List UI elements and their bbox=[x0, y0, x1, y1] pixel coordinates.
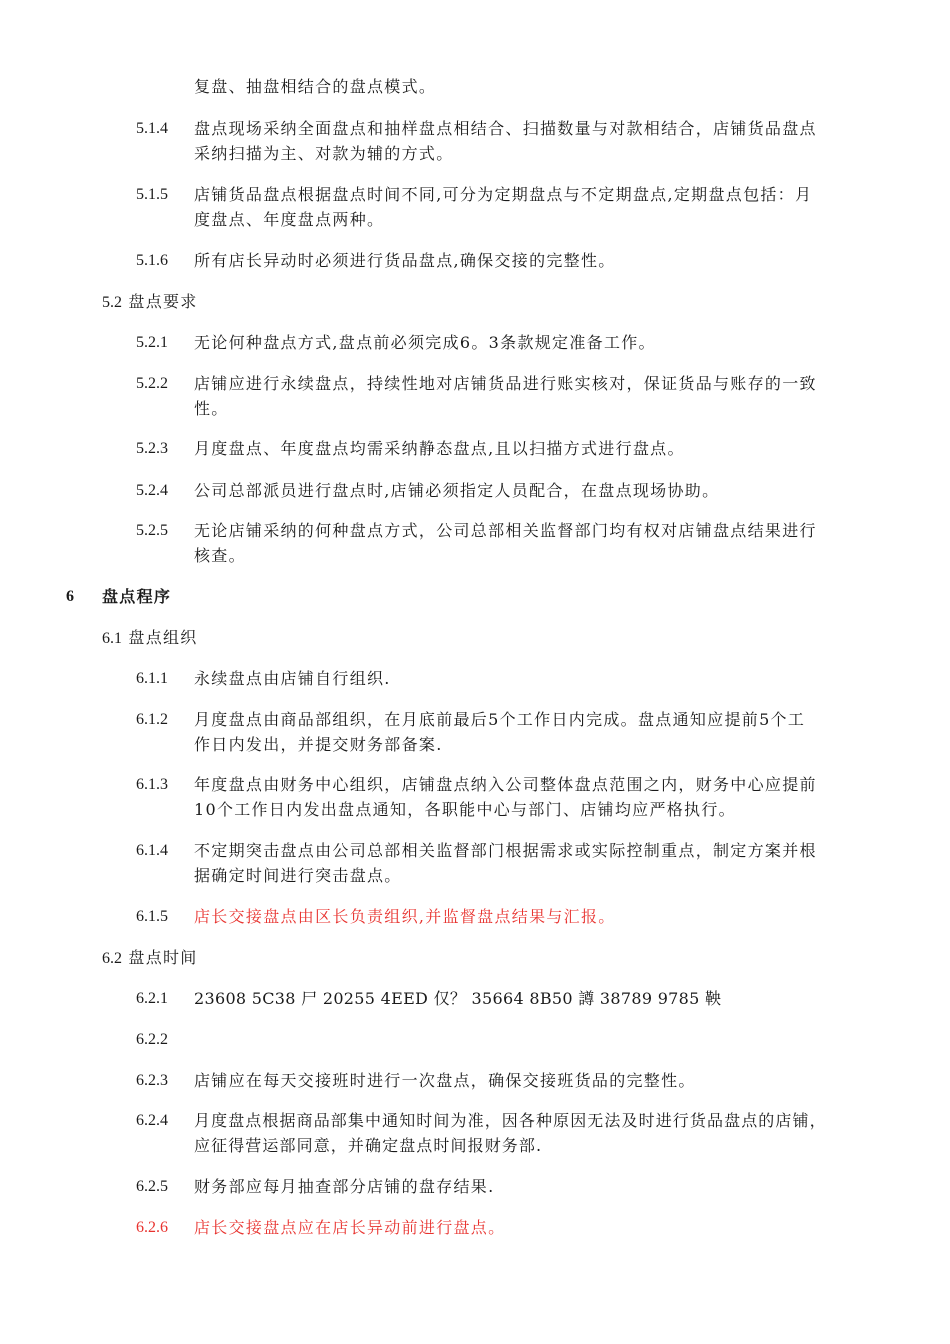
clause-number: 5.2.4 bbox=[136, 482, 168, 499]
clause-number: 5.2.5 bbox=[136, 522, 168, 539]
clause-text: 无论店铺采纳的何种盘点方式，公司总部相关监督部门均有权对店铺盘点结果进行 核查。 bbox=[194, 521, 817, 565]
clause-text: 23608 5C38 尸 20255 4EED 仅？ 35664 8B50 譐 38789 9785 鞅 bbox=[194, 989, 722, 1008]
section-title: 盘点程序 bbox=[102, 587, 172, 606]
subsection-title: 盘点要求 bbox=[128, 292, 198, 311]
clause-number: 6.2.5 bbox=[136, 1178, 168, 1195]
subsection-heading bbox=[102, 289, 198, 315]
clause-number: 6.1.2 bbox=[136, 711, 168, 728]
subsection-heading bbox=[102, 625, 198, 651]
clause-text: 月度盘点由商品部组织，在月底前最后5个工作日内完成。盘点通知应提前5个工 作日内发出，并提交财务部备案. bbox=[194, 710, 806, 754]
clause-number: 5.2.3 bbox=[136, 440, 168, 457]
clause-number: 6.2.3 bbox=[136, 1072, 168, 1089]
clause-text: 月度盘点根据商品部集中通知时间为准，因各种原因无法及时进行货品盘点的店铺， 应征得营运部同意，并确定盘点时间报财务部. bbox=[194, 1111, 827, 1155]
clause-number: 5.2.2 bbox=[136, 375, 168, 392]
clause-text: 年度盘点由财务中心组织，店铺盘点纳入公司整体盘点范围之内，财务中心应提前 10个工作日内发出盘点通知，各职能中心与部门、店铺均应严格执行。 bbox=[194, 775, 817, 819]
clause-text: 店铺货品盘点根据盘点时间不同,可分为定期盘点与不定期盘点,定期盘点包括：月 度盘点、年度盘点两种。 bbox=[194, 185, 813, 229]
clause-text: 盘点现场采纳全面盘点和抽样盘点相结合、扫描数量与对款相结合，店铺货品盘点 采纳扫描为主、对款为辅的方式。 bbox=[194, 119, 817, 163]
subsection-number: 6.1 bbox=[102, 630, 122, 647]
clause-text: 店铺应进行永续盘点，持续性地对店铺货品进行账实核对，保证货品与账存的一致 性。 bbox=[194, 374, 817, 418]
subsection-title: 盘点组织 bbox=[128, 628, 198, 647]
clause-number: 6.2.4 bbox=[136, 1112, 168, 1129]
clause-number: 5.1.5 bbox=[136, 186, 168, 203]
clause-number: 6.1.5 bbox=[136, 908, 168, 925]
clause-number-highlighted: 6.2.6 bbox=[136, 1219, 168, 1236]
clause-text: 永续盘点由店铺自行组织. bbox=[194, 669, 391, 688]
continued-text: 复盘、抽盘相结合的盘点模式。 bbox=[194, 77, 437, 96]
subsection-number: 5.2 bbox=[102, 294, 122, 311]
section-number: 6 bbox=[66, 588, 74, 605]
clause-text: 公司总部派员进行盘点时,店铺必须指定人员配合，在盘点现场协助。 bbox=[194, 481, 720, 500]
clause-number: 5.2.1 bbox=[136, 334, 168, 351]
clause-text: 所有店长异动时必须进行货品盘点,确保交接的完整性。 bbox=[194, 251, 616, 270]
clause-text: 店铺应在每天交接班时进行一次盘点，确保交接班货品的完整性。 bbox=[194, 1071, 696, 1090]
clause-number: 6.2.1 bbox=[136, 990, 168, 1007]
clause-number: 5.1.4 bbox=[136, 120, 168, 137]
clause-number: 5.1.6 bbox=[136, 252, 168, 269]
clause-text: 不定期突击盘点由公司总部相关监督部门根据需求或实际控制重点，制定方案并根 据确定时间进行突击盘点。 bbox=[194, 841, 817, 885]
subsection-number: 6.2 bbox=[102, 950, 122, 967]
subsection-title: 盘点时间 bbox=[128, 948, 198, 967]
clause-number: 6.1.4 bbox=[136, 842, 168, 859]
clause-number: 6.1.1 bbox=[136, 670, 168, 687]
clause-text-highlighted: 店长交接盘点应在店长异动前进行盘点。 bbox=[194, 1218, 506, 1237]
clause-text: 无论何种盘点方式,盘点前必须完成6。3条款规定准备工作。 bbox=[194, 333, 656, 352]
clause-number: 6.1.3 bbox=[136, 776, 168, 793]
clause-number: 6.2.2 bbox=[136, 1031, 168, 1048]
clause-text-highlighted: 店长交接盘点由区长负责组织,并监督盘点结果与汇报。 bbox=[194, 907, 616, 926]
clause-text: 月度盘点、年度盘点均需采纳静态盘点,且以扫描方式进行盘点。 bbox=[194, 439, 685, 458]
subsection-heading bbox=[102, 945, 198, 971]
clause-text: 财务部应每月抽查部分店铺的盘存结果. bbox=[194, 1177, 495, 1196]
